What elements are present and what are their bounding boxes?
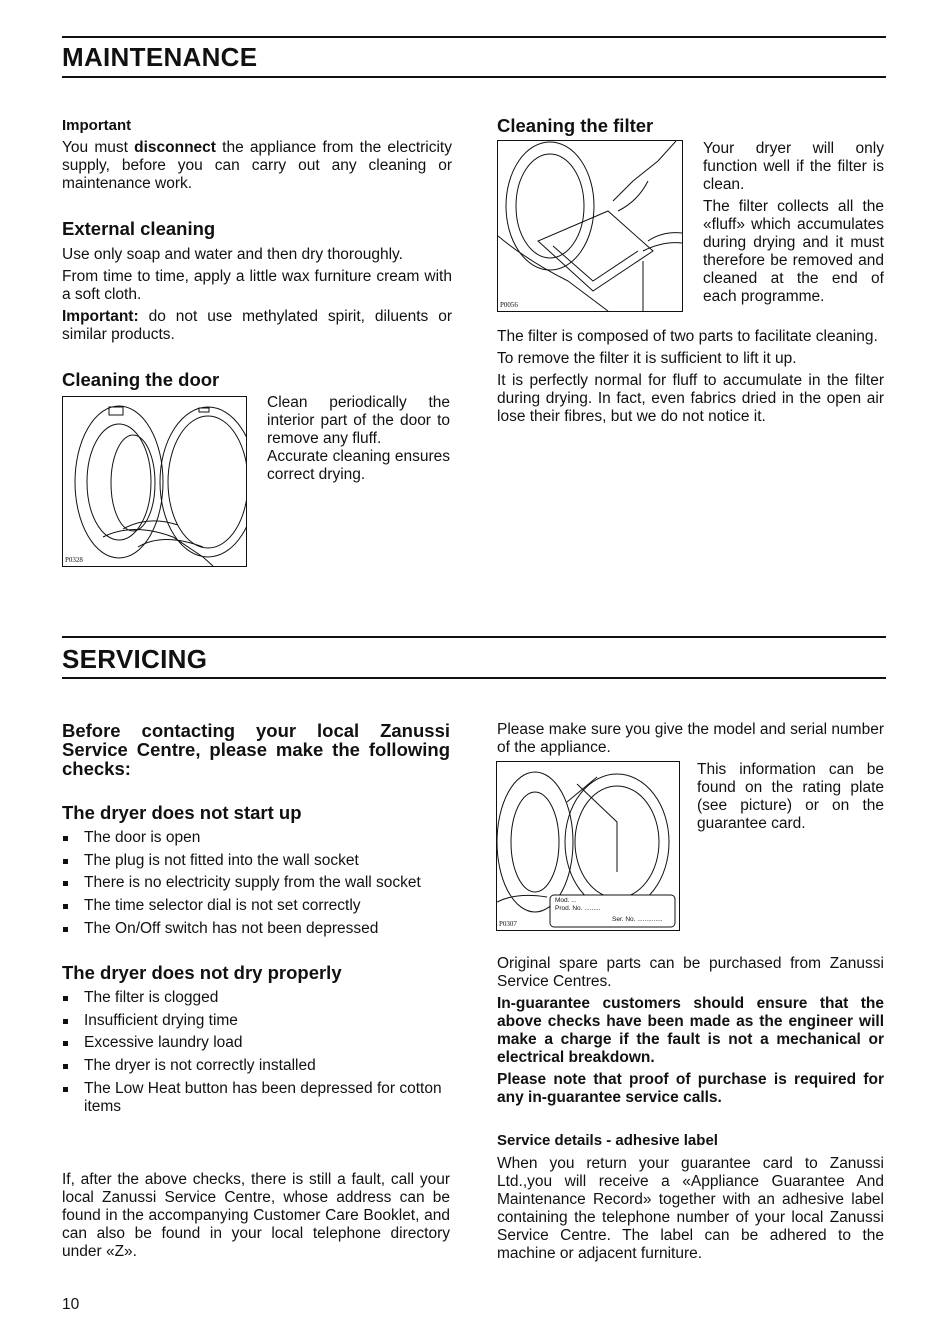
external-p3 [62,308,452,344]
important-heading: Important [62,117,132,134]
external-cleaning-heading: External cleaning [62,218,216,239]
guarantee-warning-1: In-guarantee customers should ensure that the above checks have been made as the engineer will make a charge if the fault is not a mechanical or electrical breakdown. [497,995,884,1066]
rating-plate-text: This information can be found on the rating plate (see picture) or on the guarantee card. [697,761,884,832]
door-text-1: Clean periodically the interior part of the door to remove any fluff. [267,394,450,447]
list-item: Insufficient drying time [62,1012,452,1030]
rating-plate-figure [496,761,680,931]
external-p2: From time to time, apply a little wax furniture cream with a soft cloth. [62,268,452,303]
cleaning-filter-heading: Cleaning the filter [497,115,654,136]
service-details-heading: Service details - adhesive label [497,1132,718,1149]
important-text-bold: disconnect [134,139,216,156]
filter-p3: It is perfectly normal for fluff to accumulate in the filter during drying. In fact, even fabrics dried in the open air lose their fibres, but we do not notice it. [497,372,884,425]
filter-body-text [497,328,884,426]
model-serial-block [497,721,884,757]
checks-heading: Before contacting your local Zanussi Service Centre, please make the following checks: [62,720,450,779]
external-cleaning-block [62,218,452,344]
door-text-block [267,394,450,484]
door-illustration [63,397,246,566]
important-text-pre: You must [62,139,135,156]
list-item: The On/Off switch has not been depressed [62,920,452,938]
servicing-underline [62,677,886,679]
external-p1: Use only soap and water and then dry thoroughly. [62,246,403,263]
list-item: The plug is not fitted into the wall socket [62,852,452,870]
filter-cleaning-figure [497,140,683,312]
door-figure-code: P0328 [65,556,83,564]
list-item: The time selector dial is not set correctly [62,897,452,915]
important-text [62,139,452,193]
after-checks-text: If, after the above checks, there is still a fault, call your local Zanussi Service Centre, whose address can be found in the accompanying Customer Care Booklet, and can also be found in your local telephone directory under «Z». [62,1171,450,1260]
important-block [62,117,452,193]
filter-p2: To remove the filter it is sufficient to lift it up. [497,350,797,367]
door-cleaning-figure [62,396,247,567]
no-dry-list [62,989,452,1116]
filter-text-1: Your dryer will only function well if the filter is clean. [703,140,884,193]
plate-figure-code: P0307 [499,920,517,928]
list-item: The filter is clogged [62,989,452,1007]
filter-illustration [498,141,682,311]
list-item: The door is open [62,829,452,847]
list-item: The dryer is not correctly installed [62,1057,452,1075]
no-dry-block [62,962,452,1120]
service-details-text: When you return your guarantee card to Zanussi Ltd.,you will receive a «Appliance Guarantee And Maintenance Record» together with an adhesive label containing the telephone number of your local Zanussi Service Centre. The label can be adhered to the machine or adjacent furniture. [497,1155,884,1262]
important-text-post: the appliance from the electricity supply, before you can carry out any cleaning or maintenance work. [62,139,452,192]
model-serial-text: Please make sure you give the model and serial number of the appliance. [497,721,884,756]
maintenance-title: MAINTENANCE [62,42,258,72]
servicing-title: SERVICING [62,644,208,674]
list-item: The Low Heat button has been depressed for cotton items [62,1080,452,1116]
external-p3-rest: do not use methylated spirit, diluents or similar products. [62,308,452,343]
no-dry-heading: The dryer does not dry properly [62,962,342,983]
page-number: 10 [62,1296,80,1313]
spare-parts-text: Original spare parts can be purchased from Zanussi Service Centres. [497,955,884,990]
guarantee-warning-2: Please note that proof of purchase is required for any in-guarantee service calls. [497,1071,884,1106]
spare-parts-block [497,955,884,1107]
filter-text-2: The filter collects all the «fluff» which accumulates during drying and it must therefore be removed and cleaned at the end of each programme. [703,198,884,305]
top-rule [62,36,886,38]
filter-figure-code: P0056 [500,301,518,309]
filter-p1: The filter is composed of two parts to facilitate cleaning. [497,328,878,345]
no-start-block [62,802,452,942]
list-item: Excessive laundry load [62,1034,452,1052]
list-item: There is no electricity supply from the wall socket [62,874,452,892]
filter-side-text [703,140,884,306]
servicing-top-rule [62,636,886,638]
rating-plate-text-block [697,761,884,833]
plate-ser: Ser. No. .............. [612,916,663,923]
plate-prod: Prod. No. ......... [555,905,601,912]
no-start-heading: The dryer does not start up [62,802,302,823]
external-p3-bold: Important: [62,308,139,325]
no-start-list [62,829,452,938]
service-details-block [497,1132,884,1263]
door-text-2: Accurate cleaning ensures correct drying. [267,448,450,483]
cleaning-door-heading: Cleaning the door [62,369,220,390]
after-checks-block [62,1171,450,1261]
plate-mod: Mod. ... [555,897,577,904]
maintenance-underline [62,76,886,78]
